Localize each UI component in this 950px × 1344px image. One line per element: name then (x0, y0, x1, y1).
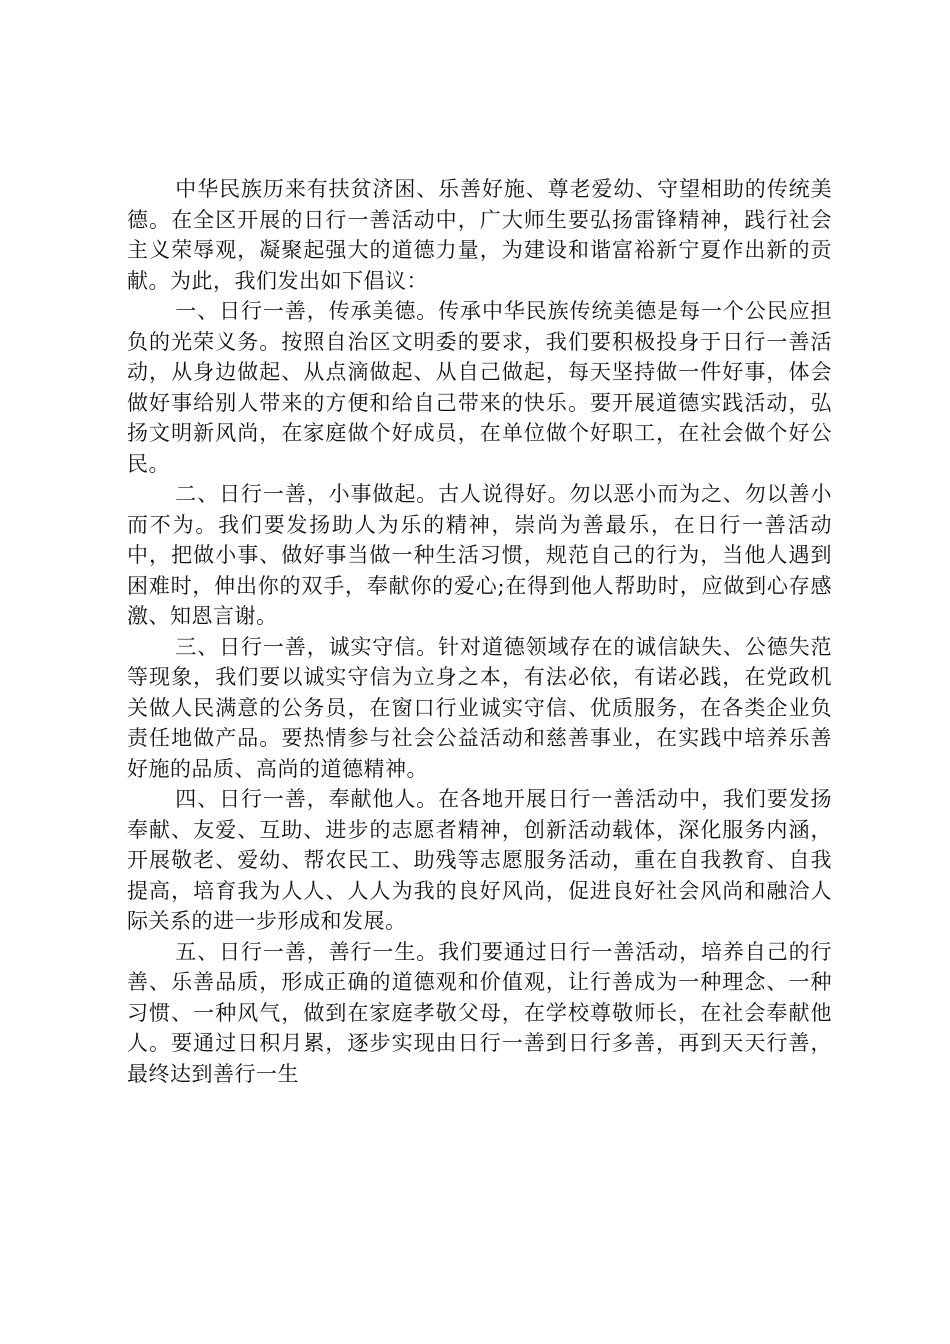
paragraph-point-1: 一、日行一善，传承美德。传承中华民族传统美德是每一个公民应担负的光荣义务。按照自治区文明委的要求，我们要积极投身于日行一善活动，从身边做起、从点滴做起、从自己做起，每天坚持做一件好事，体会做好事给别人带来的方便和给自己带来的快乐。要开展道德实践活动，弘扬文明新风尚，在家庭做个好成员，在单位做个好职工，在社会做个好公民。 (127, 299, 832, 476)
paragraph-point-3: 三、日行一善，诚实守信。针对道德领域存在的诚信缺失、公德失范等现象，我们要以诚实守信为立身之本，有法必依，有诺必践，在党政机关做人民满意的公务员，在窗口行业诚实守信、优质服务，在各类企业负责任地做产品。要热情参与社会公益活动和慈善事业，在实践中培养乐善好施的品质、高尚的道德精神。 (127, 634, 832, 781)
paragraph-point-2: 二、日行一善，小事做起。古人说得好。勿以恶小而为之、勿以善小而不为。我们要发扬助人为乐的精神，崇尚为善最乐，在日行一善活动中，把做小事、做好事当做一种生活习惯，规范自己的行为，当他人遇到困难时，伸出你的双手，奉献你的爱心;在得到他人帮助时，应做到心存感激、知恩言谢。 (127, 482, 832, 628)
paragraph-point-5: 五、日行一善，善行一生。我们要通过日行一善活动，培养自己的行善、乐善品质，形成正确的道德观和价值观，让行善成为一种理念、一种习惯、一种风气，做到在家庭孝敬父母，在学校尊敬师长，在社会奉献他人。要通过日积月累，逐步实现由日行一善到日行多善，再到天天行善，最终达到善行一生 (127, 939, 832, 1086)
paragraph-point-4: 四、日行一善，奉献他人。在各地开展日行一善活动中，我们要发扬奉献、友爱、互助、进步的志愿者精神，创新活动载体，深化服务内涵，开展敬老、爱幼、帮农民工、助残等志愿服务活动，重在自我教育、自我提高，培育我为人人、人人为我的良好风尚，促进良好社会风尚和融洽人际关系的进一步形成和发展。 (127, 787, 832, 933)
document-body (127, 174, 832, 1089)
paragraph-intro: 中华民族历来有扶贫济困、乐善好施、尊老爱幼、守望相助的传统美德。在全区开展的日行一善活动中，广大师生要弘扬雷锋精神，践行社会主义荣辱观，凝聚起强大的道德力量，为建设和谐富裕新宁夏作出新的贡献。为此，我们发出如下倡议： (127, 177, 832, 293)
